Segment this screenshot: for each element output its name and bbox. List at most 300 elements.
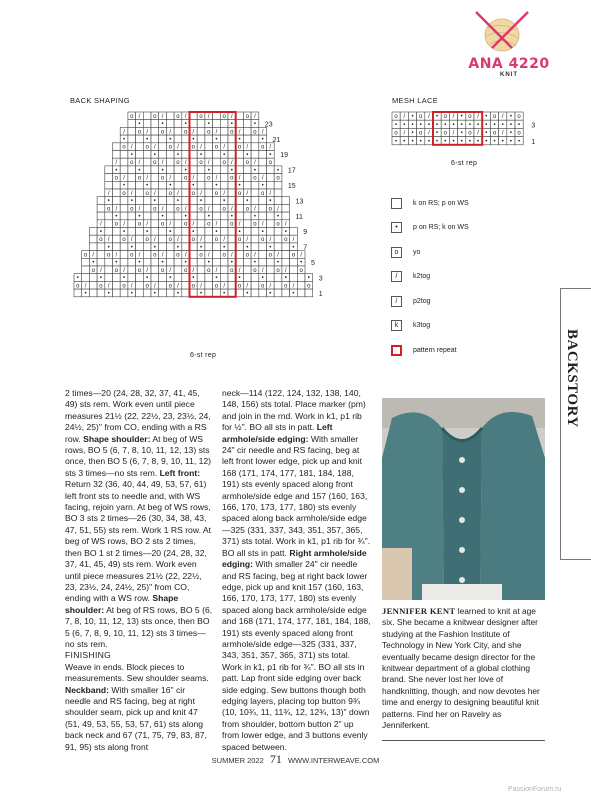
svg-text:/: / [403,130,406,137]
svg-text:o: o [199,160,203,167]
svg-text:o: o [253,221,257,228]
svg-text:o: o [222,160,226,167]
svg-text:o: o [199,252,203,259]
svg-text:/: / [292,237,295,244]
svg-text:•: • [477,138,480,145]
svg-text:•: • [468,122,471,129]
svg-text:/: / [428,114,430,121]
svg-text:o: o [99,283,103,290]
mesh-chart-rep-label: 6-st rep [451,160,478,167]
svg-text:/: / [192,129,195,136]
para-edging: neck—114 (122, 124, 132, 138, 140, 148, 156) sts total. Place marker (pm) and join in the rnd. Work in k1, p1 rib for ½". BO all sts in patt. Left armhole/side edging: With smaller 24" cir needle and RS facing, beg at left front lower edge, pick up and knit 168 (171, 174, 177, 181, 184, 188, 191) sts evenly spaced along front armhole/side edge and 157 (160, 163, 166, 170, 173, 177, 180) sts evenly spaced along back armhole/side edge—325 (331, 337, 343, 351, 357, 365, 371) sts total. Work in k1, p1 rib for ¾". BO all sts in patt. Right armhole/side edging: With smaller 24" cir needle and RS facing, beg at right back lower edge, pick up and knit 157 (160, 163, 166, 170, 173, 177, 180) sts evenly spaced along back armhole/side edge and 168 (171, 174, 177, 181, 184, 188, 191) sts evenly spaced along front armhole/side edge—325 (331, 337, 343, 351, 357, 365, 371) sts total. Work in k1, p1 rib for ¾". BO all sts in patt. Lap front side edging over back side edging. Sew buttons though both edging layers, placing top button 9¾ (10, 10¾, 11, 11¾, 12, 12¾, 13)" down from shoulder, bottom button 2" up from lower edge, and 3 buttons evenly spaced between. [222,388,371,752]
svg-text:o: o [153,113,157,120]
para-finishing: Weave in ends. Block pieces to measurements. Sew shoulder seams. Neckband: With smaller 16" cir needle and RS facing, beg at right shoulder seam, pick up and knit 47 (51, 49, 53, 55, 53, 57, 61) sts along back neck and 67 (71, 75, 79, 83, 87, 91, 95) sts along front [65,661,209,752]
logo-title: ANA 4220 [468,56,550,72]
svg-text:o: o [468,114,472,121]
svg-text:o: o [106,206,111,213]
svg-text:•: • [153,244,156,251]
legend-label: k on RS; p on WS [413,199,469,207]
svg-text:•: • [485,130,488,137]
svg-text:/: / [192,221,195,228]
svg-text:/: / [154,283,156,290]
svg-text:•: • [452,138,455,145]
svg-text:o: o [191,190,196,197]
svg-text:o: o [122,283,126,290]
svg-text:/: / [277,252,279,259]
svg-text:/: / [223,144,225,151]
svg-text:/: / [231,206,233,213]
svg-text:•: • [419,122,422,129]
svg-text:•: • [292,244,295,251]
svg-text:/: / [215,129,218,136]
svg-text:/: / [138,160,141,167]
svg-text:•: • [230,260,233,267]
svg-text:•: • [122,137,126,143]
svg-text:•: • [411,122,414,129]
logo-subtitle: KNIT [500,72,518,78]
section-tab [560,288,591,560]
svg-text:o: o [168,190,172,197]
legend-item [391,343,457,357]
svg-text:/: / [452,114,455,121]
row-number: 11 [295,213,303,221]
svg-text:•: • [253,167,257,174]
svg-text:•: • [269,152,272,159]
svg-text:o: o [160,129,165,136]
svg-text:•: • [215,183,218,190]
svg-text:•: • [501,122,504,129]
svg-text:•: • [284,275,287,282]
svg-text:•: • [192,229,195,236]
svg-text:/: / [238,175,241,182]
svg-text:/: / [169,221,172,228]
svg-text:o: o [284,237,288,244]
svg-text:•: • [284,229,287,236]
svg-text:/: / [130,283,133,290]
svg-text:o: o [237,190,242,197]
svg-text:•: • [501,138,504,145]
svg-text:/: / [130,237,133,244]
svg-text:/: / [207,113,210,120]
svg-text:•: • [130,198,133,205]
svg-text:/: / [138,206,141,213]
svg-text:•: • [253,214,257,220]
row-number: 13 [295,198,304,206]
svg-text:/: / [215,267,218,274]
svg-text:•: • [238,275,241,282]
svg-text:o: o [276,221,280,228]
svg-text:•: • [153,152,156,159]
row-number: 7 [303,244,308,252]
svg-text:•: • [76,275,79,282]
legend-symbol-icon: k [391,320,402,331]
svg-text:•: • [444,138,447,145]
svg-text:o: o [253,175,257,182]
svg-text:o: o [237,283,242,290]
svg-text:o: o [207,221,211,228]
svg-text:o: o [76,283,80,290]
row-number: 1 [318,290,323,298]
svg-text:•: • [477,122,480,129]
svg-text:•: • [99,229,103,236]
svg-text:/: / [261,175,264,182]
row-number: 3 [318,275,323,283]
svg-text:•: • [518,138,521,145]
svg-text:o: o [268,160,273,167]
svg-text:•: • [246,198,249,205]
svg-text:•: • [246,291,249,297]
svg-text:/: / [177,283,179,290]
svg-text:/: / [284,267,287,274]
svg-text:/: / [269,283,272,290]
svg-text:•: • [307,275,310,282]
row-number: 21 [272,136,281,144]
legend-label: k3tog [413,322,431,329]
svg-text:o: o [276,175,280,182]
svg-text:/: / [169,267,172,274]
row-number: 5 [311,260,315,267]
row-number: 19 [280,152,288,160]
svg-text:•: • [138,260,141,267]
svg-text:/: / [200,237,202,244]
svg-text:•: • [176,152,180,159]
svg-text:o: o [260,283,265,290]
svg-text:o: o [145,144,149,151]
svg-text:•: • [436,122,439,129]
svg-text:•: • [509,130,512,137]
svg-text:•: • [411,114,414,121]
footer-issue: SUMMER 2022 [211,756,264,765]
svg-text:•: • [176,198,180,205]
designer-bio [382,606,545,731]
svg-text:/: / [246,237,249,244]
svg-text:/: / [161,160,164,167]
back-chart-rep-label: 6-st rep [190,352,217,359]
svg-text:•: • [411,130,414,137]
svg-text:•: • [184,260,187,267]
row-number: 1 [531,138,536,146]
watermark: PassionForum.ru [508,786,562,793]
row-number: 23 [264,121,273,129]
svg-text:/: / [192,175,195,182]
svg-text:o: o [183,221,188,228]
svg-text:/: / [154,237,156,244]
svg-text:o: o [419,114,423,121]
svg-text:•: • [261,229,264,236]
svg-text:o: o [468,130,472,137]
svg-text:•: • [509,114,512,121]
svg-text:/: / [177,144,179,151]
svg-text:/: / [238,221,241,228]
svg-text:/: / [146,175,148,182]
svg-text:/: / [246,190,249,197]
yarn-ball-logo-icon [472,8,532,54]
svg-text:/: / [223,237,225,244]
svg-text:o: o [245,113,249,120]
svg-text:/: / [231,160,233,167]
mesh-lace-chart [388,108,548,158]
svg-text:o: o [130,160,134,167]
svg-text:/: / [246,283,249,290]
svg-text:•: • [122,275,126,282]
svg-text:/: / [269,144,272,151]
svg-text:•: • [192,137,195,143]
svg-text:o: o [122,144,126,151]
svg-text:/: / [100,267,102,274]
svg-text:•: • [199,291,203,297]
svg-text:/: / [161,113,164,120]
svg-text:/: / [428,130,430,137]
svg-text:•: • [276,260,280,267]
svg-text:•: • [403,138,406,145]
svg-text:•: • [246,152,249,159]
svg-text:/: / [138,252,141,259]
legend-item [391,196,469,210]
section-tab-label: BACKSTORY [564,329,580,428]
svg-text:•: • [261,137,264,143]
svg-text:/: / [200,144,202,151]
row-number: 17 [287,167,296,175]
svg-text:•: • [215,137,218,143]
legend-item [391,270,430,284]
svg-text:•: • [169,229,172,236]
svg-text:/: / [207,206,210,213]
svg-text:•: • [427,122,430,129]
svg-text:/: / [292,283,295,290]
svg-text:/: / [238,267,241,274]
svg-text:o: o [176,113,180,120]
svg-text:o: o [199,113,203,120]
svg-text:•: • [518,122,521,129]
svg-text:o: o [260,237,265,244]
svg-text:o: o [183,267,188,274]
svg-text:/: / [154,190,156,197]
svg-text:/: / [284,221,287,228]
svg-text:/: / [269,237,272,244]
svg-text:/: / [223,190,225,197]
svg-text:•: • [460,122,463,129]
svg-text:•: • [253,121,257,128]
svg-text:/: / [115,160,118,167]
legend-symbol-icon: / [391,296,402,307]
svg-text:o: o [253,129,257,136]
svg-text:/: / [192,267,195,274]
svg-text:/: / [161,252,164,259]
bio-divider [382,740,545,741]
svg-text:•: • [138,121,141,128]
svg-text:•: • [460,130,463,137]
svg-text:o: o [191,237,196,244]
svg-text:o: o [492,114,497,121]
svg-text:•: • [485,122,488,129]
svg-text:•: • [122,183,126,190]
svg-text:•: • [161,167,164,174]
legend-label: p on RS; k on WS [413,224,469,231]
svg-text:o: o [160,267,165,274]
svg-text:•: • [146,275,149,282]
svg-text:/: / [154,144,156,151]
svg-text:•: • [99,275,103,282]
svg-text:o: o [114,267,119,274]
svg-text:/: / [146,267,148,274]
page-footer [0,752,591,767]
svg-text:o: o [114,175,119,182]
svg-text:o: o [268,252,273,259]
svg-text:•: • [169,183,172,190]
footer-site: WWW.INTERWEAVE.COM [287,756,380,765]
svg-text:/: / [184,206,187,213]
svg-text:o: o [214,190,219,197]
svg-text:•: • [169,137,172,143]
svg-text:o: o [153,252,157,259]
svg-text:o: o [137,267,142,274]
svg-text:o: o [253,267,257,274]
instructions-column-1 [65,388,213,753]
svg-text:/: / [223,283,225,290]
svg-text:o: o [284,283,288,290]
page-number: 71 [269,752,282,766]
svg-text:•: • [199,152,203,159]
svg-text:/: / [207,252,210,259]
svg-text:•: • [115,167,118,174]
svg-text:o: o [517,130,521,137]
svg-text:o: o [183,129,188,136]
svg-text:/: / [130,190,133,197]
svg-text:o: o [145,190,149,197]
svg-text:o: o [168,144,172,151]
svg-text:o: o [443,130,447,137]
legend-symbol-icon [391,198,402,209]
svg-text:o: o [99,237,103,244]
svg-text:•: • [230,167,233,174]
svg-text:•: • [238,229,241,236]
svg-text:•: • [253,260,257,267]
svg-text:/: / [169,129,172,136]
svg-text:/: / [254,252,256,259]
svg-text:•: • [223,244,226,251]
para-back: 2 times—20 (24, 28, 32, 37, 41, 45, 49) sts rem. Work even until piece measures 21½ (22, 22½, 23, 23½, 24, 24½, 25)" from CO, ending with a RS row. Shape shoulder: At beg of WS rows, BO 5 (6, 7, 8, 10, 11, 12, 13) sts once, then BO 5 (6, 7, 8, 9, 10, 11, 12) sts 3 times—no sts rem. Left front: Return 32 (36, 40, 44, 49, 53, 57, 61) left front sts to needle and, with WS facing, rejoin yarn. At beg of WS rows, BO 3 sts 2 times—26 (30, 34, 38, 43, 47, 51, 55) sts rem. Work 1 RS row. At beg of WS rows, BO 2 sts 2 times, then BO 1 st 2 times—20 (24, 28, 32, 37, 41, 45, 49) sts rem. Work even until piece measures 21½ (22, 22½, 23, 23½, 24, 24½, 25)" from CO, ending with a WS row. Shape shoulder: At beg of RS rows, BO 5 (6, 7, 8, 10, 11, 12, 13) sts once, then BO 5 (6, 7, 8, 9, 10, 11, 12) sts 3 times—no sts rem. [65,388,213,649]
back-shaping-chart [60,108,350,366]
svg-text:•: • [199,198,203,205]
svg-text:o: o [214,144,219,151]
svg-text:o: o [492,130,497,137]
svg-text:o: o [191,283,196,290]
svg-text:/: / [477,114,479,121]
svg-text:•: • [493,138,496,145]
svg-text:•: • [238,137,241,143]
svg-text:o: o [245,252,249,259]
svg-text:o: o [260,190,265,197]
svg-text:•: • [184,167,187,174]
svg-text:o: o [394,114,398,121]
svg-text:•: • [460,138,463,145]
svg-text:/: / [254,206,256,213]
svg-text:•: • [395,138,398,145]
svg-text:o: o [130,252,134,259]
svg-text:/: / [107,283,110,290]
svg-text:o: o [394,130,398,137]
svg-text:•: • [230,121,233,128]
svg-text:o: o [91,267,95,274]
svg-text:•: • [436,130,439,137]
svg-text:•: • [460,114,463,121]
svg-text:•: • [153,291,156,297]
svg-text:o: o [419,130,423,137]
svg-text:/: / [100,221,102,228]
svg-text:/: / [146,129,148,136]
svg-text:o: o [176,160,180,167]
svg-text:o: o [443,114,447,121]
svg-text:o: o [237,144,242,151]
svg-text:o: o [122,190,126,197]
designer-name: JENNIFER KENT [382,606,456,616]
svg-text:/: / [123,129,125,136]
svg-text:o: o [268,206,273,213]
svg-text:/: / [138,113,141,120]
svg-text:o: o [307,283,311,290]
svg-text:•: • [230,214,233,220]
svg-text:•: • [419,138,422,145]
svg-text:•: • [207,214,210,220]
svg-text:•: • [276,214,280,220]
svg-text:/: / [231,113,233,120]
svg-text:o: o [130,206,134,213]
svg-text:o: o [145,237,149,244]
svg-text:•: • [468,138,471,145]
svg-text:•: • [452,122,455,129]
svg-text:•: • [161,121,164,128]
svg-text:/: / [200,190,202,197]
svg-text:•: • [436,114,439,121]
row-number: 9 [303,229,308,237]
svg-text:o: o [176,252,180,259]
svg-text:•: • [207,167,210,174]
svg-text:/: / [277,206,279,213]
svg-text:•: • [395,122,398,129]
svg-text:/: / [261,267,264,274]
svg-text:/: / [452,130,455,137]
svg-text:•: • [269,198,272,205]
svg-text:/: / [261,221,264,228]
svg-text:/: / [184,160,187,167]
svg-text:•: • [485,138,488,145]
legend-item [391,245,420,259]
svg-text:o: o [153,206,157,213]
svg-text:/: / [146,221,148,228]
svg-text:•: • [153,198,156,205]
svg-text:/: / [169,175,172,182]
svg-text:/: / [261,129,264,136]
svg-text:•: • [223,291,226,297]
back-chart-title: BACK SHAPING [70,96,130,105]
svg-text:•: • [184,214,187,220]
svg-text:•: • [115,214,118,220]
svg-text:o: o [276,267,280,274]
svg-text:•: • [246,244,249,251]
svg-text:/: / [477,130,479,137]
svg-text:•: • [292,291,295,297]
legend-symbol-icon: o [391,247,402,258]
svg-text:•: • [161,214,164,220]
legend-label: p2tog [413,297,431,305]
svg-text:•: • [269,291,272,297]
svg-text:/: / [130,144,133,151]
svg-text:•: • [92,260,95,267]
svg-text:•: • [192,183,195,190]
svg-text:/: / [177,190,179,197]
svg-text:•: • [130,291,133,297]
svg-text:•: • [444,122,447,129]
